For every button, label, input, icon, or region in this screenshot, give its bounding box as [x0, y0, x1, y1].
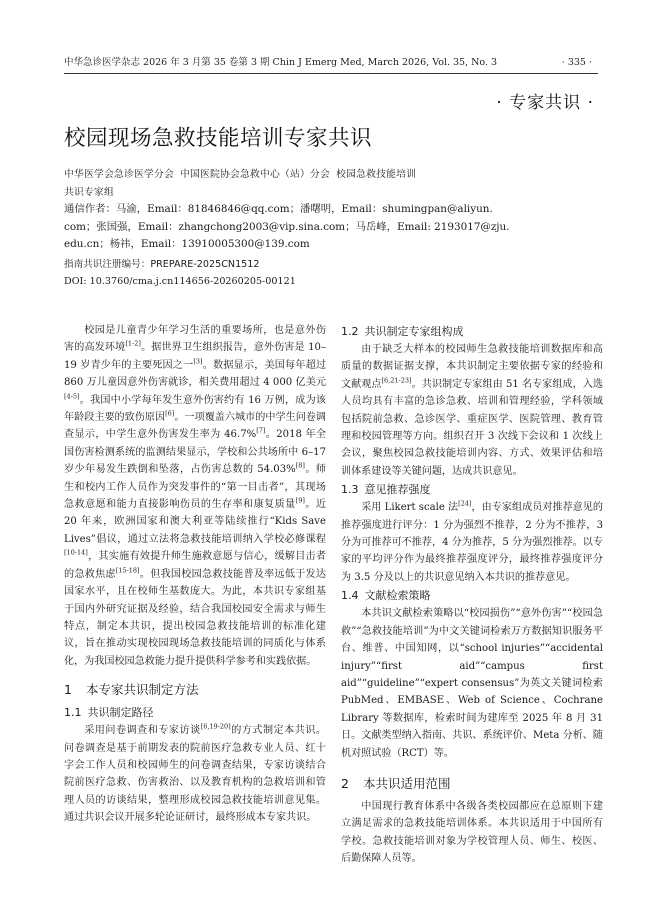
doi: DOI: 10.3760/cma.j.cn114656-20260205-00121 — [64, 276, 296, 287]
citation-ref[interactable]: [1-2] — [125, 340, 141, 349]
author-groups — [64, 166, 604, 201]
subsection-heading: 1.3 意见推荐强度 — [341, 483, 431, 497]
body-paragraph: 中国现行教育体系中各级各类校园都应在总原则下建立满足需求的急救技能培训体系。本共识适用于中国所有学校。急救技能培训对象为学校管理人员、师生、校医、后勤保障人员等。 — [341, 800, 603, 865]
correspondence-line: 通信作者：马渝，Email：81846846@qq.com；潘曙明，Email：shumingpan@aliyun. — [64, 203, 493, 215]
header-rule — [64, 73, 598, 74]
correspondence — [64, 201, 604, 254]
citation-ref[interactable]: [4-5] — [64, 392, 80, 401]
section-heading: 1 本专家共识制定方法 — [64, 682, 199, 698]
journal-citation: 中华急诊医学杂志 2026 年 3 月第 35 卷第 3 期 Chin J Emerg Med, March 2026, Vol. 35, No. 3 — [64, 57, 498, 68]
section-type-label: · 专家共识 · — [496, 93, 594, 113]
citation-ref[interactable]: [9] — [295, 496, 305, 505]
citation-ref[interactable]: [6,21-23] — [381, 376, 412, 385]
body-paragraph: 本共识文献检索策略以“校园损伤”“意外伤害”“校园急救”“急救技能培训”为中文关键词检索万方数据知识服务平台、维普、中国知网，以“school injuries”“accidental injury”“first aid”“campus first aid”“guideline”“expert consensus”为英文关键词检索 PubMed、EMBASE、Web of Science、Cochrane Library 等数据库，检索时间为建库至 2025 年 8 月 31 日。文献类型纳入指南、共识、系统评价、Meta 分析、随机对照试验（RCT）等。 — [341, 608, 603, 759]
page-number: · 335 · — [561, 57, 592, 68]
citation-ref[interactable]: [8] — [295, 461, 305, 470]
correspondence-line: edu.cn；杨祎，Email：13910005300@139.com — [64, 238, 310, 250]
citation-ref[interactable]: [6] — [165, 409, 175, 418]
author-line: 共识专家组 — [64, 186, 114, 198]
registration-number: 指南共识注册编号：PREPARE-2025CN1512 — [64, 259, 260, 270]
body-paragraph: 采用问卷调查和专家访谈[6,19-20]的方式制定本共识。问卷调查是基于前期发表的院前医疗急救专业人员、红十字会工作人员和校园师生的问卷调查结果，专家访谈结合院前医疗急救、伤害救治、以及教育机构的急救培训和管理人员的访谈结果，整理形成校园急救技能培训意见集。通过共识会议开展多轮论证研讨，最终形成本专家共识。 — [64, 722, 327, 824]
author-line: 中华医学会急诊医学分会 中国医院协会急救中心（站）分会 校园急救技能培训 — [64, 169, 417, 180]
subsection-heading: 1.4 文献检索策略 — [341, 589, 431, 603]
body-paragraph: 由于缺乏大样本的校园师生急救技能培训数据库和高质量的数据证据支撑，本共识制定主要依据专家的经验和文献观点[6,21-23]。共识制定专家组由 51 名专家组成，入选人员均具有丰富的急诊急救、培训和管理经验，学科领域包括院前急救、急诊医学、重症医学、医院管理、教育管理和校园管理等方向。组织召开 3 次线下会议和 1 次线上会议，聚焦校园急救技能培训内容、方式、效果评估和培训体系建设等关键问题，达成共识意见。 — [341, 344, 604, 477]
citation-ref[interactable]: [10-14] — [64, 548, 88, 557]
subsection-heading: 1.1 共识制定路径 — [64, 706, 154, 720]
citation-ref[interactable]: [7] — [256, 427, 266, 436]
body-paragraph: 采用 Likert scale 法[24]，由专家组成员对推荐意见的推荐强度进行评分：1 分为强烈不推荐，2 分为不推荐，3 分为可推荐可不推荐，4 分为推荐，5 分为强烈推荐。以专家的平均评分作为最终推荐强度评分，最终推荐强度评分为 3.5 分及以上的共识意见纳入本共识的推荐意见。 — [341, 499, 603, 583]
section-heading: 2 本共识适用范围 — [341, 775, 451, 791]
citation-ref[interactable]: [3] — [193, 357, 203, 366]
left-column — [64, 322, 326, 827]
intro-paragraph: 校园是儿童青少年学习生活的重要场所，也是意外伤害的高发环境[1-2]。据世界卫生组织报告，意外伤害是 10–19 岁青少年的主要死因之一[3]。数据显示，美国每年超过 860 万儿童因意外伤害就诊，相关费用超过 4 000 亿美元[4-5]。我国中小学每年发生意外伤害约有 16 万例，成为该年龄段主要的致伤原因[6]。一项覆盖六城市的中学生问卷调查显示，中学生意外伤害发生率为 46.7%[7]。2018 年全国伤害检测系统的监测结果显示，学校和公共场所中 6–17 岁少年易发生跌倒和坠落，占伤害总数的 54.03%[8]。师生和校内工作人员作为突发事件的“第一目击者”，其现场急救意愿和能力直接影响伤员的生存率和康复质量[9]。近 20 年来，欧洲国家和澳大利亚等陆续推行“Kids Save Lives”倡议，通过立法将急救技能培训纳入学校必修课程[10-14]，其实施有效提升师生施救意愿与信心，缓解目击者的急救焦虑[15-18]。但我国校园急救技能普及率远低于发达国家水平，且在校师生基数庞大。为此，本共识专家组基于国内外研究证据及经验，结合我国校园安全需求与师生特点，制定本共识，提出校园急救技能培训的标准化建议，旨在推动实现校园现场急救技能培训的同质化与体系化，为我国校园急救能力提升提供科学参考和实践依据。 — [64, 325, 327, 667]
citation-ref[interactable]: [24] — [458, 499, 472, 508]
correspondence-line: com；张国强，Email：zhangchong2003@vip.sina.com；马岳峰，Email: 2193017@zju. — [64, 220, 510, 233]
subsection-heading: 1.2 共识制定专家组构成 — [341, 325, 464, 338]
citation-ref[interactable]: [6,19-20] — [200, 722, 231, 731]
article-title: 校园现场急救技能培训专家共识 — [64, 126, 373, 151]
right-column — [341, 322, 603, 868]
citation-ref[interactable]: [15-18] — [115, 566, 140, 575]
